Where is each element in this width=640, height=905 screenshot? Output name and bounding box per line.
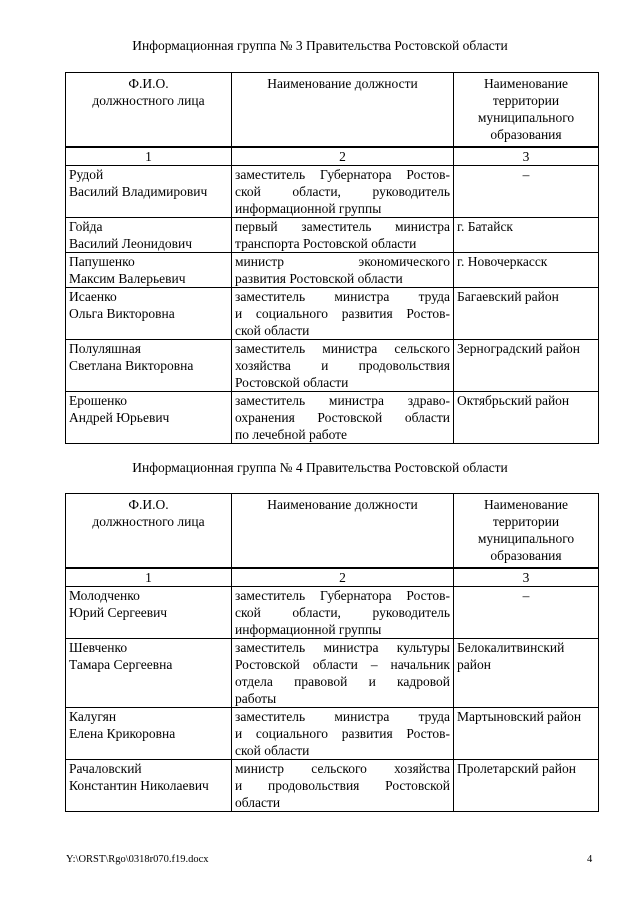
official-name-cell (66, 287, 232, 339)
header-territory-column (454, 494, 599, 568)
position-cell-line: заместитель министра здраво- (235, 392, 450, 408)
header-row (66, 494, 599, 568)
header-name-column-line: Ф.И.О. (128, 497, 169, 512)
table-row (66, 586, 599, 638)
official-name-cell-line: Молодченко (69, 587, 140, 603)
official-name-cell (66, 217, 232, 252)
column-number: 3 (454, 568, 599, 587)
header-territory-column (454, 73, 599, 147)
header-territory-column-line: муниципального (477, 531, 575, 546)
position-cell-line: информационной группы (235, 621, 382, 637)
header-territory-column-line: муниципального (477, 110, 575, 125)
position-cell-line: хозяйства и продовольствия (235, 357, 450, 373)
header-territory-column-line: Наименование (483, 497, 569, 512)
table-row (66, 339, 599, 391)
table-row (66, 638, 599, 707)
group3-title: Информационная группа № 3 Правительства Ростовской области (132, 38, 508, 53)
header-territory-column-line: Наименование (483, 76, 569, 91)
group4-table (65, 493, 599, 812)
table-row (66, 252, 599, 287)
territory-cell-line: Зерноградский район (457, 340, 580, 356)
header-name-column (66, 73, 232, 147)
position-cell (232, 586, 454, 638)
table-row (66, 287, 599, 339)
official-name-cell-line: Константин Николаевич (69, 777, 209, 793)
position-cell (232, 339, 454, 391)
official-name-cell (66, 586, 232, 638)
position-cell-line: заместитель Губернатора Ростов- (235, 166, 450, 182)
position-cell-line: заместитель Губернатора Ростов- (235, 587, 450, 603)
column-number: 2 (232, 568, 454, 587)
official-name-cell-line: Светлана Викторовна (69, 357, 194, 373)
official-name-cell-line: Юрий Сергеевич (69, 604, 168, 620)
territory-cell (454, 252, 599, 287)
position-cell (232, 287, 454, 339)
official-name-cell-line: Ольга Викторовна (69, 305, 175, 321)
position-cell (232, 759, 454, 811)
territory-cell (454, 391, 599, 443)
territory-cell-line: г. Новочеркасск (457, 253, 548, 269)
table-row (66, 165, 599, 217)
official-name-cell-line: Рачаловский (69, 760, 142, 776)
position-cell-line: транспорта Ростовской области (235, 235, 417, 251)
territory-cell-line: Пролетарский район (457, 760, 576, 776)
position-cell-line: заместитель министра культуры (235, 639, 450, 655)
header-position-column-line: Наименование должности (267, 497, 418, 512)
position-cell (232, 217, 454, 252)
column-number-row (66, 568, 599, 587)
group3-table (65, 72, 599, 444)
header-territory-column-line: образования (490, 548, 562, 563)
position-cell-line: развития Ростовской области (235, 270, 403, 286)
official-name-cell-line: Тамара Сергеевна (69, 656, 173, 672)
position-cell (232, 638, 454, 707)
official-name-cell (66, 391, 232, 443)
table-row (66, 391, 599, 443)
official-name-cell-line: Ерошенко (69, 392, 127, 408)
position-cell-line: первый заместитель министра (235, 218, 450, 234)
territory-cell (454, 287, 599, 339)
header-name-column-line: должностного лица (92, 514, 205, 529)
official-name-cell (66, 759, 232, 811)
position-cell (232, 707, 454, 759)
territory-cell (454, 638, 599, 707)
position-cell-line: работы (235, 690, 277, 706)
official-name-cell-line: Гойда (69, 218, 103, 234)
territory-cell (454, 707, 599, 759)
territory-cell (454, 759, 599, 811)
header-position-column (232, 73, 454, 147)
column-number: 1 (66, 568, 232, 587)
official-name-cell-line: Василий Леонидович (69, 235, 193, 251)
position-cell-line: по лечебной работе (235, 426, 348, 442)
official-name-cell (66, 252, 232, 287)
header-name-column-line: Ф.И.О. (128, 76, 169, 91)
position-cell-line: Ростовской области (235, 374, 349, 390)
official-name-cell-line: Елена Крикоровна (69, 725, 176, 741)
header-territory-column-line: территории (492, 93, 560, 108)
official-name-cell-line: Папушенко (69, 253, 135, 269)
position-cell-line: министр сельского хозяйства (235, 760, 450, 776)
header-row (66, 73, 599, 147)
official-name-cell-line: Шевченко (69, 639, 128, 655)
position-cell (232, 165, 454, 217)
position-cell-line: заместитель министра сельского (235, 340, 450, 356)
header-position-column (232, 494, 454, 568)
territory-cell-line: – (522, 166, 530, 182)
position-cell-line: ской области (235, 322, 310, 338)
position-cell (232, 252, 454, 287)
header-position-column-line: Наименование должности (267, 76, 418, 91)
footer-path: Y:\ORST\Rgo\0318r070.f19.docx (66, 854, 209, 865)
official-name-cell-line: Андрей Юрьевич (69, 409, 170, 425)
column-number: 3 (454, 147, 599, 166)
group4-title: Информационная группа № 4 Правительства Ростовской области (132, 460, 508, 475)
official-name-cell (66, 165, 232, 217)
official-name-cell-line: Максим Валерьевич (69, 270, 186, 286)
territory-cell-line: г. Батайск (457, 218, 513, 234)
territory-cell-line: Багаевский район (457, 288, 559, 304)
column-number: 1 (66, 147, 232, 166)
territory-cell (454, 586, 599, 638)
position-cell-line: заместитель министра труда (235, 288, 450, 304)
position-cell-line: и продовольствия Ростовской (235, 777, 450, 793)
position-cell-line: министр экономического (235, 253, 450, 269)
territory-cell-line: Мартыновский район (457, 708, 582, 724)
header-name-column (66, 494, 232, 568)
position-cell-line: и социального развития Ростов- (235, 725, 450, 741)
column-number-row (66, 147, 599, 166)
footer-page-number: 4 (587, 854, 593, 865)
territory-cell-line: Белокалитвинский (457, 639, 565, 655)
official-name-cell (66, 339, 232, 391)
territory-cell-line: – (522, 587, 530, 603)
official-name-cell (66, 707, 232, 759)
header-territory-column-line: территории (492, 514, 560, 529)
position-cell-line: области (235, 794, 281, 810)
territory-cell-line: Октябрьский район (457, 392, 570, 408)
position-cell-line: ской области, руководитель (235, 604, 450, 620)
position-cell-line: отдела правовой и кадровой (235, 673, 450, 689)
table-row (66, 759, 599, 811)
position-cell-line: охранения Ростовской области (235, 409, 450, 425)
header-territory-column-line: образования (490, 127, 562, 142)
position-cell-line: ской области (235, 742, 310, 758)
territory-cell (454, 217, 599, 252)
position-cell-line: заместитель министра труда (235, 708, 450, 724)
official-name-cell (66, 638, 232, 707)
territory-cell (454, 339, 599, 391)
territory-cell-line: район (457, 656, 491, 672)
territory-cell (454, 165, 599, 217)
position-cell-line: информационной группы (235, 200, 382, 216)
official-name-cell-line: Полуляшная (69, 340, 141, 356)
official-name-cell-line: Калугян (69, 708, 117, 724)
position-cell-line: ской области, руководитель (235, 183, 450, 199)
table-row (66, 707, 599, 759)
position-cell-line: Ростовской области – начальник (235, 656, 450, 672)
official-name-cell-line: Исаенко (69, 288, 117, 304)
official-name-cell-line: Василий Владимирович (69, 183, 208, 199)
table-row (66, 217, 599, 252)
position-cell-line: и социального развития Ростов- (235, 305, 450, 321)
column-number: 2 (232, 147, 454, 166)
official-name-cell-line: Рудой (69, 166, 104, 182)
position-cell (232, 391, 454, 443)
header-name-column-line: должностного лица (92, 93, 205, 108)
